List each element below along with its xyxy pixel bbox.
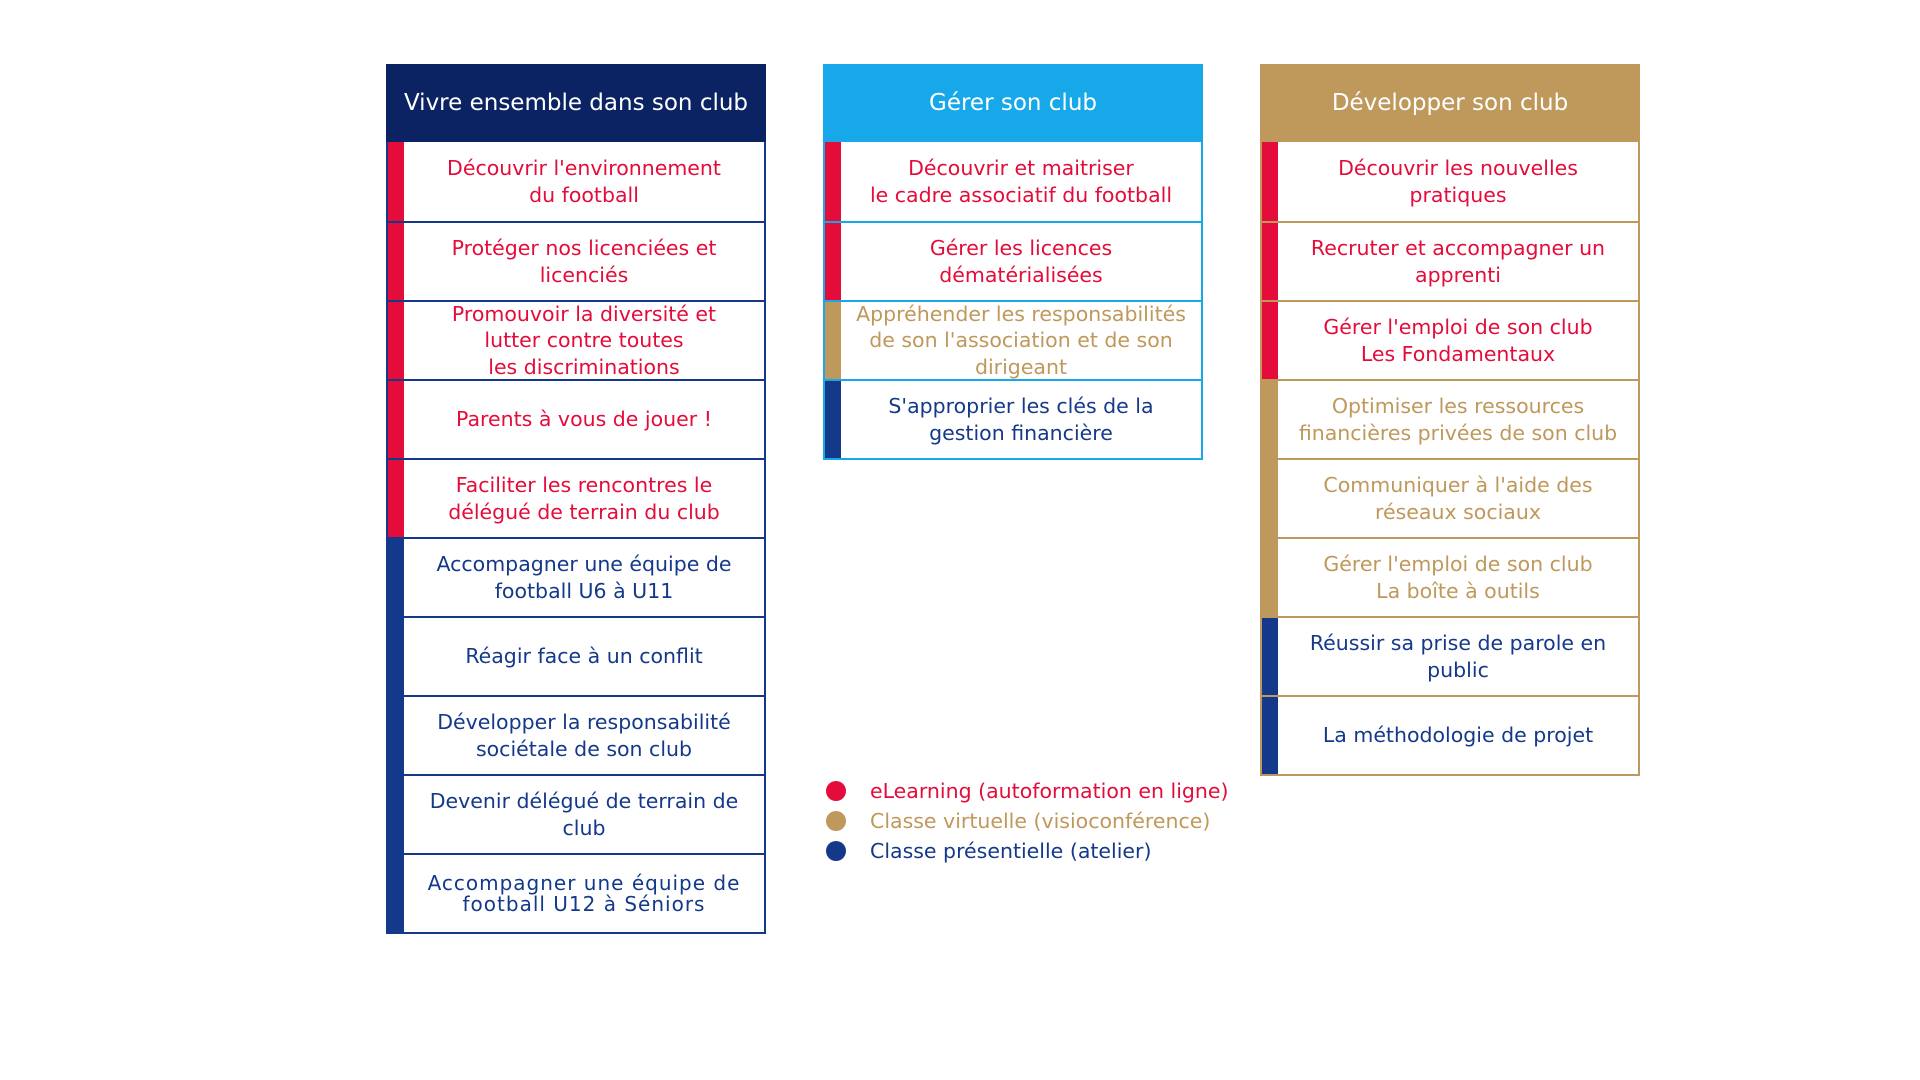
format-color-bar bbox=[1262, 223, 1278, 300]
module-label: Gérer les licences dématérialisées bbox=[929, 236, 1113, 287]
column-title: Gérer son club bbox=[823, 64, 1203, 142]
module-label: Gérer l'emploi de son club Les Fondamentaux bbox=[1323, 315, 1593, 366]
module-box bbox=[1262, 695, 1638, 774]
module-label: S'approprier les clés de la gestion financière bbox=[888, 394, 1154, 445]
module-box bbox=[1262, 221, 1638, 300]
legend-item-classe-presentielle bbox=[826, 836, 1229, 866]
format-color-bar bbox=[1262, 302, 1278, 379]
module-box bbox=[825, 142, 1201, 221]
module-box bbox=[1262, 458, 1638, 537]
format-color-bar bbox=[1262, 142, 1278, 221]
format-color-bar bbox=[1262, 697, 1278, 774]
module-box bbox=[388, 695, 764, 774]
module-label: Réagir face à un conflit bbox=[465, 644, 703, 669]
module-box bbox=[388, 300, 764, 379]
format-color-bar bbox=[388, 302, 404, 379]
column-vivre-ensemble bbox=[386, 64, 766, 934]
module-label: Protéger nos licenciées et licenciés bbox=[451, 236, 717, 287]
format-color-bar bbox=[825, 381, 841, 458]
format-color-bar bbox=[388, 697, 404, 774]
module-label: La méthodologie de projet bbox=[1322, 723, 1594, 748]
module-label: Appréhender les responsabilités de son l'association et de son dirigeant bbox=[856, 302, 1186, 379]
format-color-bar bbox=[1262, 618, 1278, 695]
module-box bbox=[388, 853, 764, 932]
module-label: Accompagner une équipe de football U12 à Séniors bbox=[427, 870, 741, 916]
module-box bbox=[388, 142, 764, 221]
module-box bbox=[1262, 379, 1638, 458]
module-box bbox=[1262, 300, 1638, 379]
format-color-bar bbox=[388, 539, 404, 616]
module-label: Faciliter les rencontres le délégué de terrain du club bbox=[448, 473, 720, 524]
module-label: Optimiser les ressources financières privées de son club bbox=[1298, 394, 1618, 445]
module-list bbox=[1260, 142, 1640, 776]
legend-label: Classe virtuelle (visioconférence) bbox=[870, 809, 1211, 833]
module-box bbox=[388, 221, 764, 300]
module-label: Découvrir l'environnement du football bbox=[447, 156, 721, 207]
module-label: Gérer l'emploi de son club La boîte à outils bbox=[1323, 552, 1593, 603]
format-color-bar bbox=[388, 142, 404, 221]
module-label: Découvrir et maitriser le cadre associatif du football bbox=[869, 156, 1173, 207]
blue-dot-icon bbox=[826, 841, 846, 861]
column-developper bbox=[1260, 64, 1640, 776]
format-color-bar bbox=[388, 223, 404, 300]
column-gerer bbox=[823, 64, 1203, 460]
legend-item-elearning bbox=[826, 776, 1229, 806]
module-list bbox=[386, 142, 766, 934]
format-color-bar bbox=[388, 776, 404, 853]
format-color-bar bbox=[388, 460, 404, 537]
format-color-bar bbox=[1262, 381, 1278, 458]
module-box bbox=[825, 379, 1201, 458]
module-box bbox=[388, 458, 764, 537]
module-label: Devenir délégué de terrain de club bbox=[429, 789, 739, 840]
format-color-bar bbox=[388, 618, 404, 695]
format-color-bar bbox=[825, 142, 841, 221]
module-label: Recruter et accompagner un apprenti bbox=[1310, 236, 1606, 287]
module-box bbox=[388, 537, 764, 616]
module-label: Parents à vous de jouer ! bbox=[456, 407, 712, 432]
legend-label: Classe présentielle (atelier) bbox=[870, 839, 1152, 863]
legend bbox=[826, 776, 1229, 866]
format-color-bar bbox=[825, 223, 841, 300]
format-color-bar bbox=[1262, 539, 1278, 616]
module-box bbox=[825, 221, 1201, 300]
module-list bbox=[823, 142, 1203, 460]
module-box bbox=[388, 616, 764, 695]
module-label: Développer la responsabilité sociétale de son club bbox=[437, 710, 731, 761]
legend-label: eLearning (autoformation en ligne) bbox=[870, 779, 1229, 803]
column-title: Vivre ensemble dans son club bbox=[386, 64, 766, 142]
gold-dot-icon bbox=[826, 811, 846, 831]
module-box bbox=[388, 379, 764, 458]
module-box bbox=[388, 774, 764, 853]
module-label: Réussir sa prise de parole en public bbox=[1309, 631, 1607, 682]
format-color-bar bbox=[388, 855, 404, 932]
format-color-bar bbox=[1262, 460, 1278, 537]
module-box bbox=[1262, 537, 1638, 616]
module-box bbox=[1262, 616, 1638, 695]
module-label: Communiquer à l'aide des réseaux sociaux bbox=[1323, 473, 1593, 524]
module-box bbox=[1262, 142, 1638, 221]
format-color-bar bbox=[388, 381, 404, 458]
module-box bbox=[825, 300, 1201, 379]
legend-item-classe-virtuelle bbox=[826, 806, 1229, 836]
column-title: Développer son club bbox=[1260, 64, 1640, 142]
red-dot-icon bbox=[826, 781, 846, 801]
module-label: Découvrir les nouvelles pratiques bbox=[1338, 156, 1578, 207]
format-color-bar bbox=[825, 302, 841, 379]
module-label: Promouvoir la diversité et lutter contre toutes les discriminations bbox=[451, 302, 717, 379]
module-label: Accompagner une équipe de football U6 à U11 bbox=[436, 552, 732, 603]
